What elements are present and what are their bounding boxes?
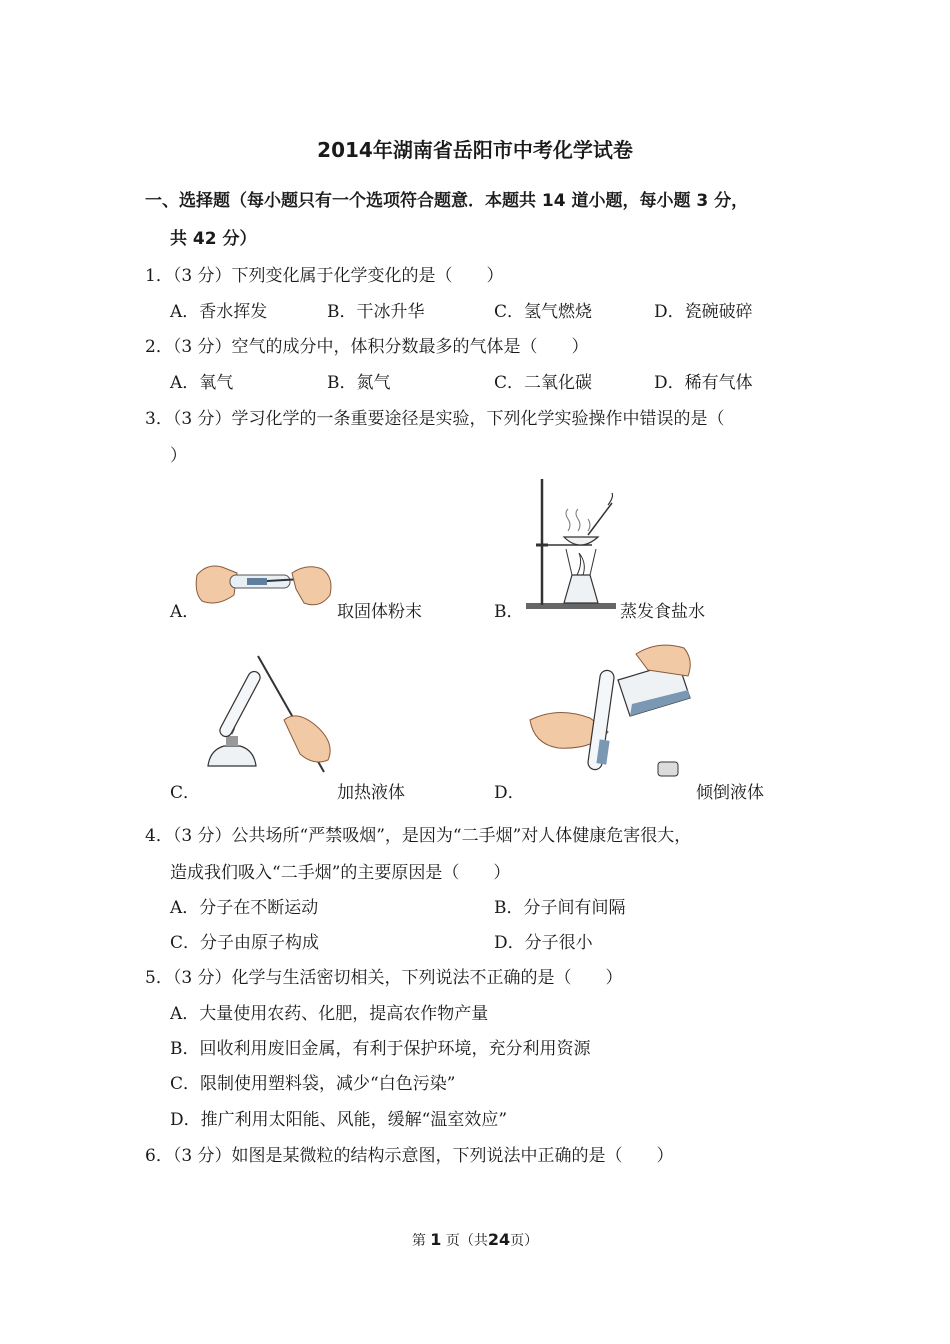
q3-option-c-letter: C． [170,783,201,803]
question-4 [145,821,691,846]
footer-pre: 第 [411,1233,426,1249]
q1-option-b: B．干冰升华 [327,302,425,322]
q4-option-d: D．分子很小 [494,933,593,953]
q3-option-b-caption: 蒸发食盐水 [620,602,705,622]
question-5 [145,963,623,988]
question-number: 2． [145,337,173,357]
q5-option-c: C．限制使用塑料袋，减少“白色污染” [170,1074,456,1094]
q1-option-a: A．香水挥发 [170,302,268,322]
question-6 [145,1141,674,1166]
q4-option-c: C．分子由原子构成 [170,933,320,953]
page-title: 2014年湖南省岳阳市中考化学试卷 [317,138,633,162]
q4-option-a: A．分子在不断运动 [170,898,319,918]
q3-option-d-letter: D． [494,783,525,803]
question-3 [145,404,725,429]
section-heading-cont: 共 42 分） [170,229,257,249]
page-footer [0,1230,950,1250]
question-3-cont: ） [170,446,187,466]
q2-option-b: B．氮气 [327,373,391,393]
question-number: 6． [145,1146,173,1166]
question-stem: （3 分）化学与生活密切相关，下列说法不正确的是（ ） [172,968,623,988]
test-tube-powder-figure [192,555,337,613]
footer-total-pages: 24 [487,1230,511,1249]
q2-option-c: C．二氧化碳 [494,373,593,393]
question-number: 3． [145,409,173,429]
question-stem: （3 分）下列变化属于化学变化的是（ ） [172,266,504,286]
question-number: 1． [145,266,173,286]
question-stem: （3 分）学习化学的一条重要途径是实验，下列化学实验操作中错误的是（ [172,409,725,429]
q2-option-d: D．稀有气体 [654,373,753,393]
question-1 [145,261,504,286]
q3-option-a-letter: A． [170,602,200,622]
footer-mid: 页（共 [445,1233,488,1249]
section-heading: 一、选择题（每小题只有一个选项符合题意．本题共 14 道小题，每小题 3 分， [145,191,749,211]
question-2 [145,332,589,357]
q5-option-b: B．回收利用废旧金属，有利于保护环境，充分利用资源 [170,1039,591,1059]
q5-option-a: A．大量使用农药、化肥，提高农作物产量 [170,1004,489,1024]
question-stem: （3 分）空气的成分中，体积分数最多的气体是（ ） [172,337,589,357]
question-stem: （3 分）如图是某微粒的结构示意图，下列说法中正确的是（ ） [172,1146,674,1166]
q3-option-b-letter: B． [494,602,524,622]
q1-option-c: C．氢气燃烧 [494,302,593,322]
question-4-cont: 造成我们吸入“二手烟”的主要原因是（ ） [170,863,511,883]
footer-page-number: 1 [430,1230,442,1249]
q1-option-d: D．瓷碗破碎 [654,302,753,322]
heating-liquid-figure [196,650,341,780]
footer-post: 页） [510,1233,539,1249]
question-number: 4． [145,826,173,846]
q3-option-c-caption: 加热液体 [337,783,405,803]
question-stem: （3 分）公共场所“严禁吸烟”，是因为“二手烟”对人体健康危害很大， [172,826,692,846]
evaporation-apparatus-figure [522,475,622,611]
question-number: 5． [145,968,173,988]
q5-option-d: D．推广利用太阳能、风能，缓解“温室效应” [170,1110,508,1130]
q3-option-a-caption: 取固体粉末 [337,602,422,622]
pouring-liquid-figure [528,640,696,782]
q2-option-a: A．氧气 [170,373,234,393]
q3-option-d-caption: 倾倒液体 [696,783,764,803]
q4-option-b: B．分子间有间隔 [494,898,626,918]
